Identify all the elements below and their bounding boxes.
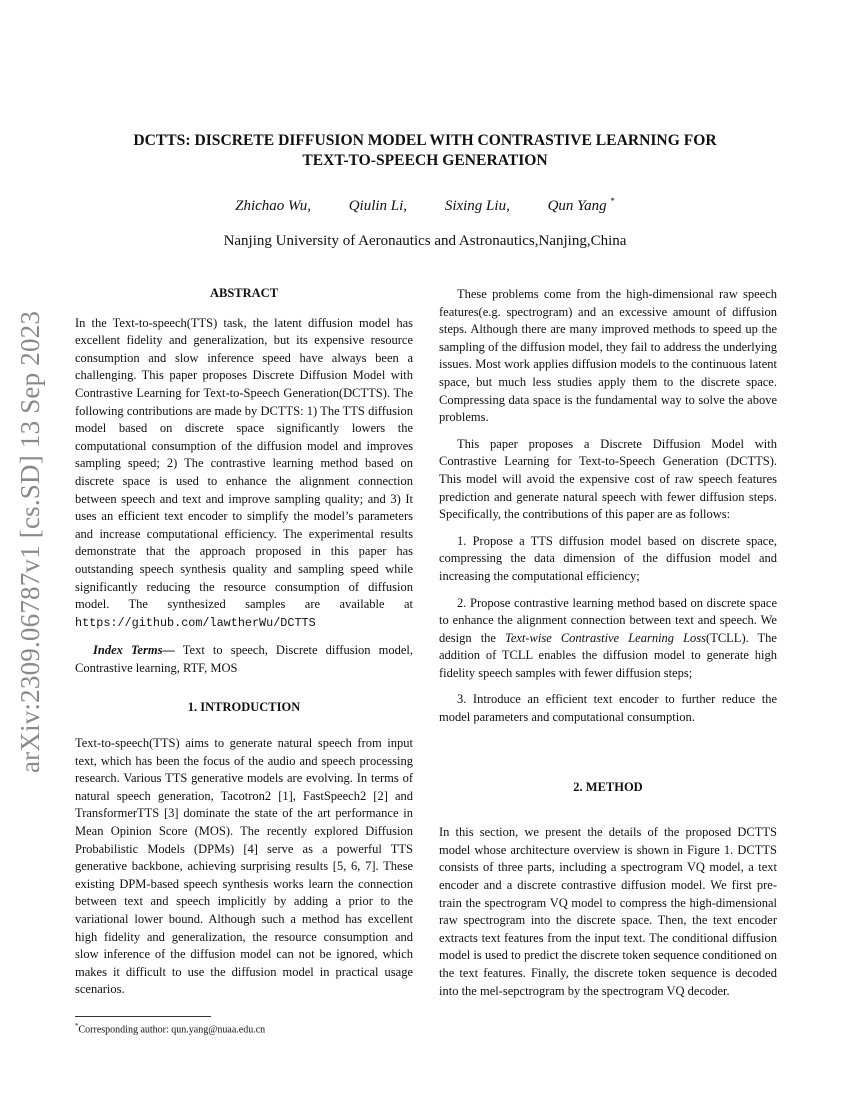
contribution-3: 3. Introduce an efficient text encoder to further reduce the model parameters and computational consumption. <box>439 692 777 725</box>
footnote-text: Corresponding author: qun.yang@nuaa.edu.cn <box>78 1024 266 1036</box>
method-body: In this section, we present the details of the proposed DCTTS model whose architecture overview is shown in Figure 1. DCTTS consists of three parts, including a spectrogram VQ model, a text encoder and a discrete contrastive diffusion model. We first pre-train the spectrogram VQ model to compress the high-dimensional raw spectrogram into the discrete space. Then, the text encoder extracts text features from the input text. The conditional diffusion model is used to predict the discrete token sequence conditioned on the text features. Finally, the discrete token sequence is decoded into the mel-sepctrogram by the spectrogram VQ decoder. <box>439 825 777 998</box>
abstract-body <box>75 315 413 633</box>
left-column <box>75 285 413 999</box>
right-column <box>439 286 777 1000</box>
affiliation: Nanjing University of Aeronautics and Astronautics,Nanjing,China <box>223 233 627 249</box>
author-2: Qiulin Li, <box>348 198 408 214</box>
paper-title <box>60 131 790 171</box>
contribution-1: 1. Propose a TTS diffusion model based on discrete space, compressing the data dimension of the diffusion model and increasing the computational efficiency; <box>439 533 777 583</box>
contribution-2-pre: 2. Propose contrastive learning method based on discrete space to enhance the alignment connection between text and speech. We design the <box>439 595 777 645</box>
title-line-1: DCTTS: DISCRETE DIFFUSION MODEL WITH CONTRASTIVE LEARNING FOR <box>133 132 717 149</box>
tcll-term: Text-wise Contrastive Learning Loss <box>505 630 707 645</box>
footnote-rule <box>75 1016 211 1017</box>
author-1: Zhichao Wu, <box>235 198 311 214</box>
index-terms-label: Index Terms— <box>93 643 175 658</box>
author-4-name: Qun Yang <box>547 198 607 214</box>
footnote <box>75 1019 413 1037</box>
author-list <box>0 191 850 216</box>
index-terms <box>75 642 413 677</box>
intro-heading: 1. INTRODUCTION <box>187 700 301 715</box>
corresponding-mark: * <box>610 196 615 206</box>
index-terms-text: Text to speech, Discrete diffusion model, Contrastive learning, RTF, MOS <box>75 643 413 675</box>
code-link[interactable]: https://github.com/lawtherWu/DCTTS <box>75 615 316 630</box>
contribution-2 <box>439 595 777 683</box>
contribution-2-post: (TCLL). The addition of TCLL enables the diffusion model to generate high fidelity speech samples with fewer diffusion steps; <box>439 630 777 680</box>
author-4 <box>548 191 615 216</box>
title-line-2: TEXT-TO-SPEECH GENERATION <box>302 152 548 169</box>
footnote-mark: * <box>75 1022 79 1030</box>
author-3: Sixing Liu, <box>444 198 510 214</box>
proposal-paragraph: This paper proposes a Discrete Diffusion Model with Contrastive Learning for Text-to-Speech Generation (DCTTS). This model will avoid the expensive cost of raw speech features prediction and generate natural speech with fewer diffusion steps. Specifically, the contributions of this paper are as follows: <box>439 436 777 522</box>
abstract-text: In the Text-to-speech(TTS) task, the latent diffusion model has excellent fidelity and generalization, but its expensive resource consumption and slow inference speed have always been a challenging. This paper proposes Discrete Diffusion Model with Contrastive Learning for Text-to-Speech Generation(DCTTS). The following contributions are made by DCTTS: 1) The TTS diffusion model based on discrete space significantly lowers the computational consumption of the diffusion model and improves sampling speed; 2) The contrastive learning method based on discrete space is used to enhance the alignment connection between speech and text and improve sampling quality; and 3) It uses an efficient text encoder to simplify the model’s parameters and increase computational efficiency. The experimental results demonstrate that the approach proposed in this paper has outstanding speech synthesis quality and sampling speed while significantly reducing the resource consumption of diffusion model. The synthesized samples are available at <box>75 315 413 612</box>
problems-paragraph: These problems come from the high-dimensional raw speech features(e.g. spectrogram) and an excessive amount of diffusion steps. Although there are many improved methods to speed up the sampling of the diffusion model, they fail to address the underlying issues. Most work applies diffusion models to the continuous latent space, but much less studies apply them to the discrete space. Compressing data space is the fundamental way to solve the above problems. <box>439 287 777 425</box>
method-heading: 2. METHOD <box>573 779 643 794</box>
abstract-heading: ABSTRACT <box>209 286 279 300</box>
arxiv-stamp: arXiv:2309.06787v1 [cs.SD] 13 Sep 2023 <box>15 310 45 774</box>
intro-body: Text-to-speech(TTS) aims to generate natural speech from input text, which has been the focus of the audio and speech processing research. Various TTS generative models are evolving. In terms of natural speech generation, Tacotron2 [1], FastSpeech2 [2] and TransformerTTS [3] dominate the state of the art performance in Mean Opinion Score (MOS). The recently explored Diffusion Probabilistic Models (DPMs) [4] serve as a powerful TTS generative backbone, achieving surprising results [5, 6, 7]. These existing DPM-based speech synthesis works learn the connection between text and speech implicitly by adding a prior to the variational lower bound. Although such a method has excellent high fidelity and generalization, the resource consumption and slow inference of the diffusion model can not be ignored, which makes it difficult to use the diffusion model in practical usage scenarios. <box>75 736 413 997</box>
